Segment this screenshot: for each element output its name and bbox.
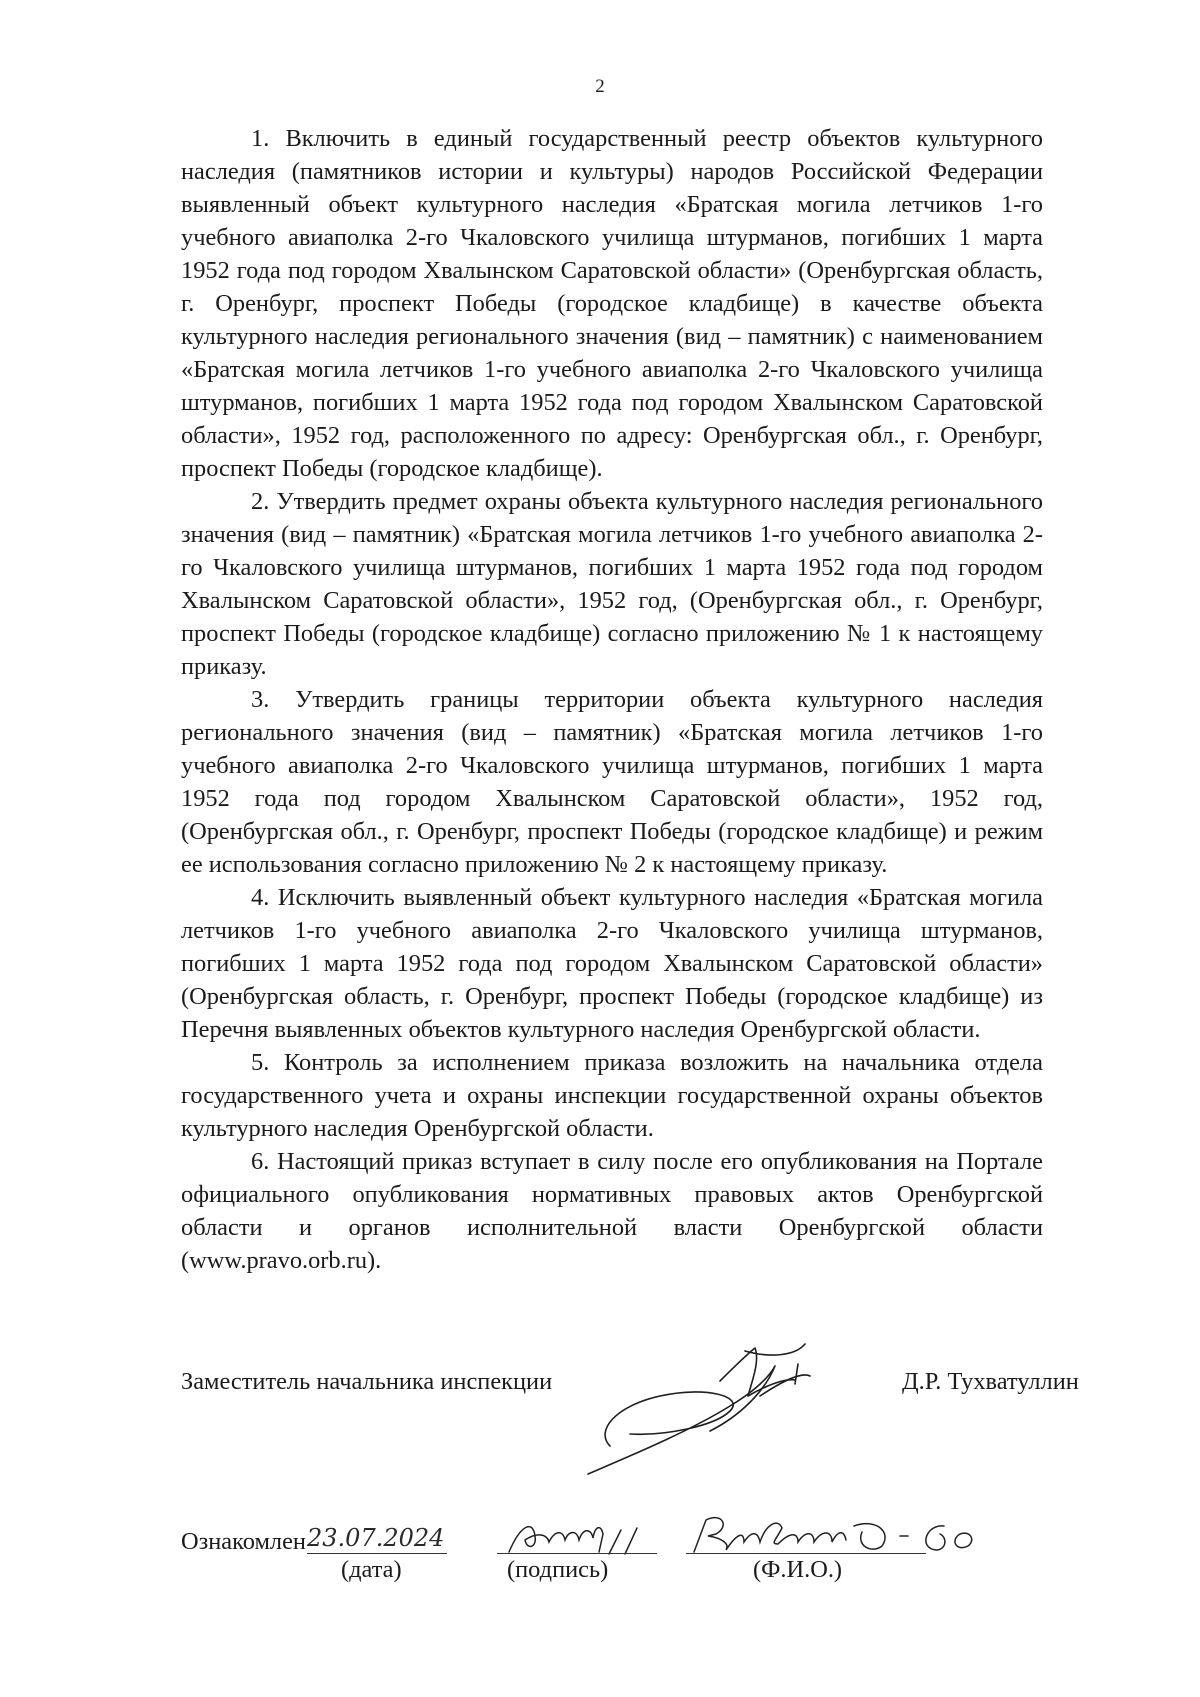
clause-4: 4. Исключить выявленный объект культурного наследия «Братская могила летчиков 1-го учебного авиаполка 2-го Чкаловского училища штурманов, погибших 1 марта 1952 года под городом Хвалынском Саратовской области» (Оренбургская область, г. Оренбург, проспект Победы (городское кладбище) из Перечня выявленных объектов культурного наследия Оренбургской области. [181,884,1043,1043]
date-caption: (дата) [341,1556,402,1583]
signature-line [497,1553,657,1554]
clause-5: 5. Контроль за исполнением приказа возложить на начальника отдела государственного учета и охраны инспекции государственной охраны объектов культурного наследия Оренбургской области. [181,1049,1043,1142]
signature-caption: (подпись) [507,1556,609,1583]
order-body [181,122,1043,1277]
fio-line [686,1553,926,1554]
signer-name: Д.Р. Тухватуллин [902,1368,1079,1395]
date-line [307,1553,447,1554]
handwritten-name-icon [686,1512,1016,1558]
handwritten-date: 23.07.2024 [307,1524,445,1552]
handwritten-signature-icon [503,1516,653,1558]
clause-1: 1. Включить в единый государственный реестр объектов культурного наследия (памятников истории и культуры) народов Российской Федерации выявленный объект культурного наследия «Братская могила летчиков 1-го учебного авиаполка 2-го Чкаловского училища штурманов, погибших 1 марта 1952 года под городом Хвалынском Саратовской области» (Оренбургская область, г. Оренбург, проспект Победы (городское кладбище) в качестве объекта культурного наследия регионального значения (вид – памятник) с наименованием «Братская могила летчиков 1-го учебного авиаполка 2-го Чкаловского училища штурманов, погибших 1 марта 1952 года под городом Хвалынском Саратовской области», 1952 год, расположенного по адресу: Оренбургская обл., г. Оренбург, проспект Победы (городское кладбище). [181,125,1043,482]
clause-3: 3. Утвердить границы территории объекта культурного наследия регионального значения (вид – памятник) «Братская могила летчиков 1-го учебного авиаполка 2-го Чкаловского училища штурманов, погибших 1 марта 1952 года под городом Хвалынском Саратовской области», 1952 год, (Оренбургская обл., г. Оренбург, проспект Победы (городское кладбище) и режим ее использования согласно приложению № 2 к настоящему приказу. [181,686,1043,878]
signer-title: Заместитель начальника инспекции [181,1368,553,1395]
page-number: 2 [595,76,605,97]
fio-caption: (Ф.И.О.) [753,1556,843,1583]
acknowledgement-label: Ознакомлен [181,1528,306,1555]
clause-6: 6. Настоящий приказ вступает в силу после его опубликования на Портале официального опубликования нормативных правовых актов Оренбургской области и органов исполнительной власти Оренбургской области (www.pravo.orb.ru). [181,1148,1043,1274]
clause-2: 2. Утвердить предмет охраны объекта культурного наследия регионального значения (вид – памятник) «Братская могила летчиков 1-го учебного авиаполка 2-го Чкаловского училища штурманов, погибших 1 марта 1952 года под городом Хвалынском Саратовской области», 1952 год, (Оренбургская обл., г. Оренбург, проспект Победы (городское кладбище) согласно приложению № 1 к настоящему приказу. [181,488,1043,680]
acknowledgement-block [181,1524,1101,1618]
official-signature-icon [570,1336,840,1486]
